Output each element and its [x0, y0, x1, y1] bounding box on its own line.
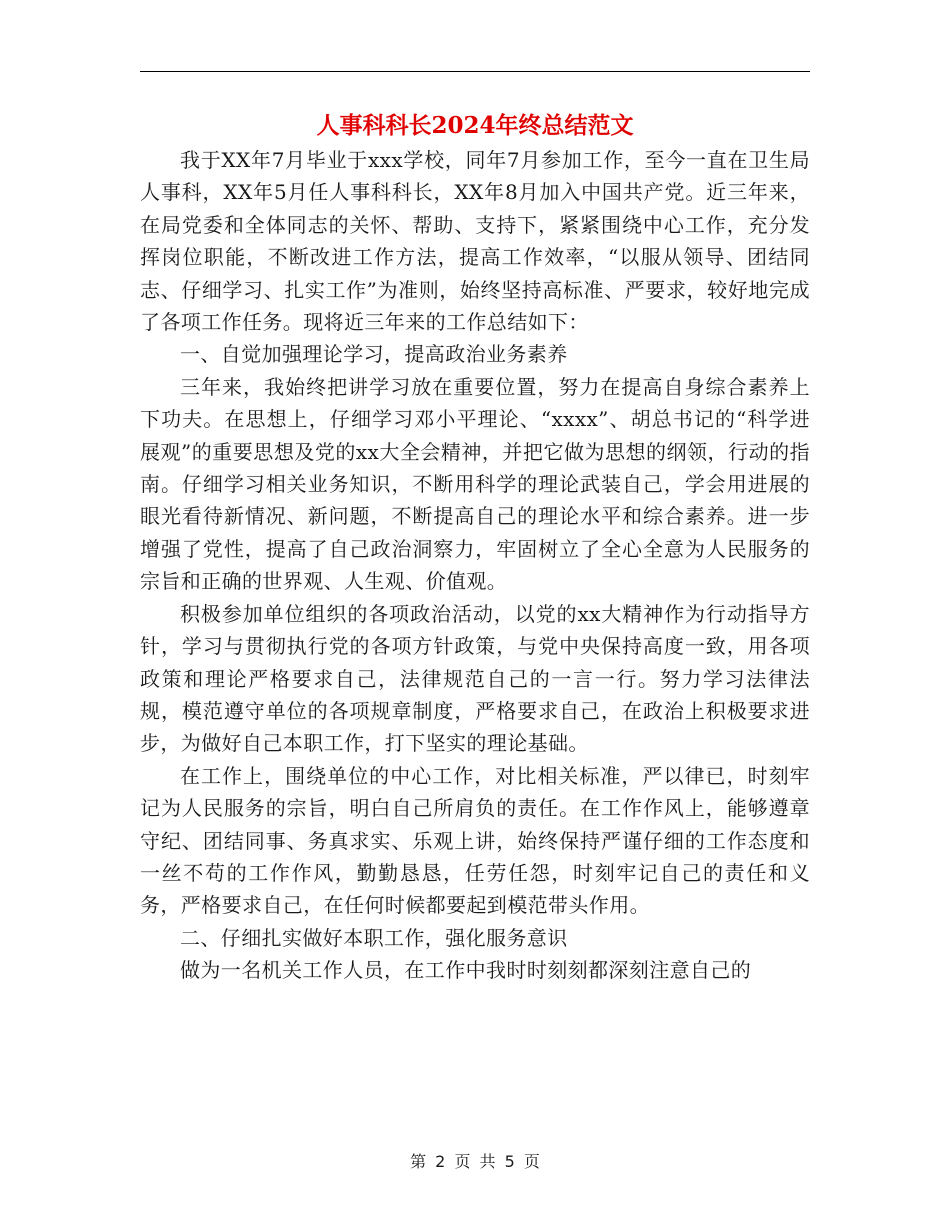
page-footer: 第 2 页 共 5 页 — [410, 1152, 540, 1171]
document-body — [140, 144, 810, 987]
paragraph-activities: 积极参加单位组织的各项政治活动，以党的xx大精神作为行动指导方针，学习与贯彻执行党的各项方针政策，与党中央保持高度一致，用各项政策和理论严格要求自己，法律规范自己的一言一行。努力学习法律法规，模范遵守单位的各项规章制度，严格要求自己，在政治上积极要求进步，为做好自己本职工作，打下坚实的理论基础。 — [140, 601, 810, 756]
header-rule — [140, 71, 810, 72]
paragraph-work: 在工作上，围绕单位的中心工作，对比相关标准，严以律已，时刻牢记为人民服务的宗旨，明白自己所肩负的责任。在工作作风上，能够遵章守纪、团结同事、务真求实、乐观上讲，始终保持严谨仔细的工作态度和一丝不苟的工作作风，勤勤恳恳，任劳任怨，时刻牢记自己的责任和义务，严格要求自己，在任何时候都要起到模范带头作用。 — [140, 763, 810, 918]
document-title: 人事科科长2024年终总结范文 — [316, 112, 634, 139]
paragraph-study: 三年来，我始终把讲学习放在重要位置，努力在提高自身综合素养上下功夫。在思想上，仔细学习邓小平理论、“xxxx”、胡总书记的“科学进展观”的重要思想及党的xx大全会精神，并把它做为思想的纲领，行动的指南。仔细学习相关业务知识，不断用科学的理论武装自己，学会用进展的眼光看待新情况、新问题，不断提高自己的理论水平和综合素养。进一步增强了党性，提高了自己政治洞察力，牢固树立了全心全意为人民服务的宗旨和正确的世界观、人生观、价值观。 — [140, 374, 810, 594]
paragraph-intro: 我于XX年7月毕业于xxx学校，同年7月参加工作，至今一直在卫生局人事科，XX年5月任人事科科长，XX年8月加入中国共产党。近三年来，在局党委和全体同志的关怀、帮助、支持下，紧紧围绕中心工作，充分发挥岗位职能，不断改进工作方法，提高工作效率，“以服从领导、团结同志、仔细学习、扎实工作”为准则，始终坚持高标准、严要求，较好地完成了各项工作任务。现将近三年来的工作总结如下： — [140, 148, 810, 335]
section-heading-2: 二、仔细扎实做好本职工作，强化服务意识 — [180, 925, 568, 950]
paragraph-service: 做为一名机关工作人员，在工作中我时时刻刻都深刻注意自己的 — [180, 958, 752, 983]
section-heading-1: 一、自觉加强理论学习，提高政治业务素养 — [180, 342, 568, 367]
